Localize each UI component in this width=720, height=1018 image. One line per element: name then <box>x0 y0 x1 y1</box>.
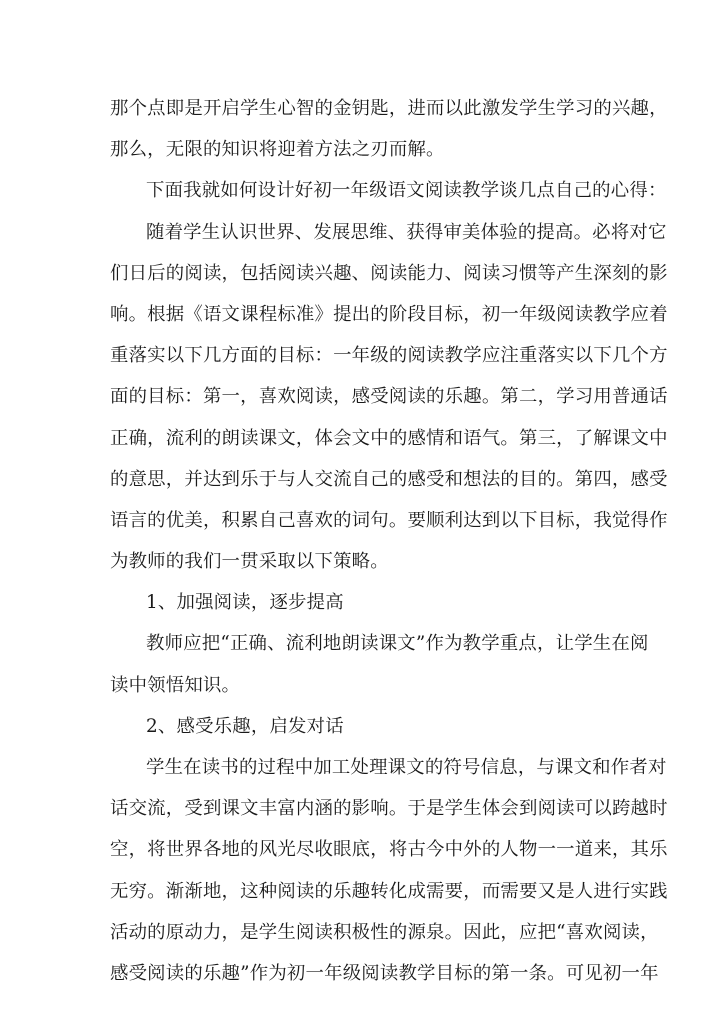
text-line: 感受阅读的乐趣”作为初一年级阅读教学目标的第一条。可见初一年 <box>110 962 659 984</box>
text-line: 读中领悟知识。 <box>110 674 241 696</box>
text-line: 正确，流利的朗读课文，体会文中的感情和语气。第三，了解课文中 <box>110 427 668 449</box>
body-text <box>110 88 668 994</box>
text-line: 那个点即是开启学生心智的金钥匙，进而以此激发学生学习的兴趣， <box>110 98 668 119</box>
text-line: 空，将世界各地的风光尽收眼底，将古今中外的人物一一道来，其乐 <box>110 839 668 861</box>
text-line: 为教师的我们一贯采取以下策略。 <box>110 551 389 573</box>
section-heading: 2、感受乐趣，启发对话 <box>146 715 344 737</box>
text-line: 的意思，并达到乐于与人交流自己的感受和想法的目的。第四，感受 <box>110 468 668 490</box>
text-line: 学生在读书的过程中加工处理课文的符号信息，与课文和作者对 <box>146 757 667 778</box>
text-line: 无穷。渐渐地，这种阅读的乐趣转化成需要，而需要又是人进行实践 <box>110 880 668 902</box>
text-line: 活动的原动力，是学生阅读积极性的源泉。因此，应把“喜欢阅读， <box>110 921 659 943</box>
text-line: 重落实以下几方面的目标：一年级的阅读教学应注重落实以下几个方 <box>110 345 668 367</box>
text-line: 随着学生认识世界、发展思维、获得审美体验的提高。必将对它 <box>146 221 667 243</box>
text-line: 们日后的阅读，包括阅读兴趣、阅读能力、阅读习惯等产生深刻的影 <box>110 262 668 284</box>
text-line: 面的目标：第一，喜欢阅读，感受阅读的乐趣。第二，学习用普通话 <box>110 386 668 408</box>
text-line: 教师应把“正确、流利地朗读课文”作为教学重点，让学生在阅 <box>146 633 649 655</box>
text-line: 那么，无限的知识将迎着方法之刃而解。 <box>110 139 445 161</box>
section-heading: 1、加强阅读，逐步提高 <box>146 592 344 614</box>
text-line: 下面我就如何设计好初一年级语文阅读教学谈几点自己的心得： <box>146 180 667 202</box>
text-line: 响。根据《语文课程标准》提出的阶段目标，初一年级阅读教学应着 <box>110 303 668 325</box>
text-line: 语言的优美，积累自己喜欢的词句。要顺利达到以下目标，我觉得作 <box>110 509 668 531</box>
text-line: 话交流，受到课文丰富内涵的影响。于是学生体会到阅读可以跨越时 <box>110 798 668 820</box>
